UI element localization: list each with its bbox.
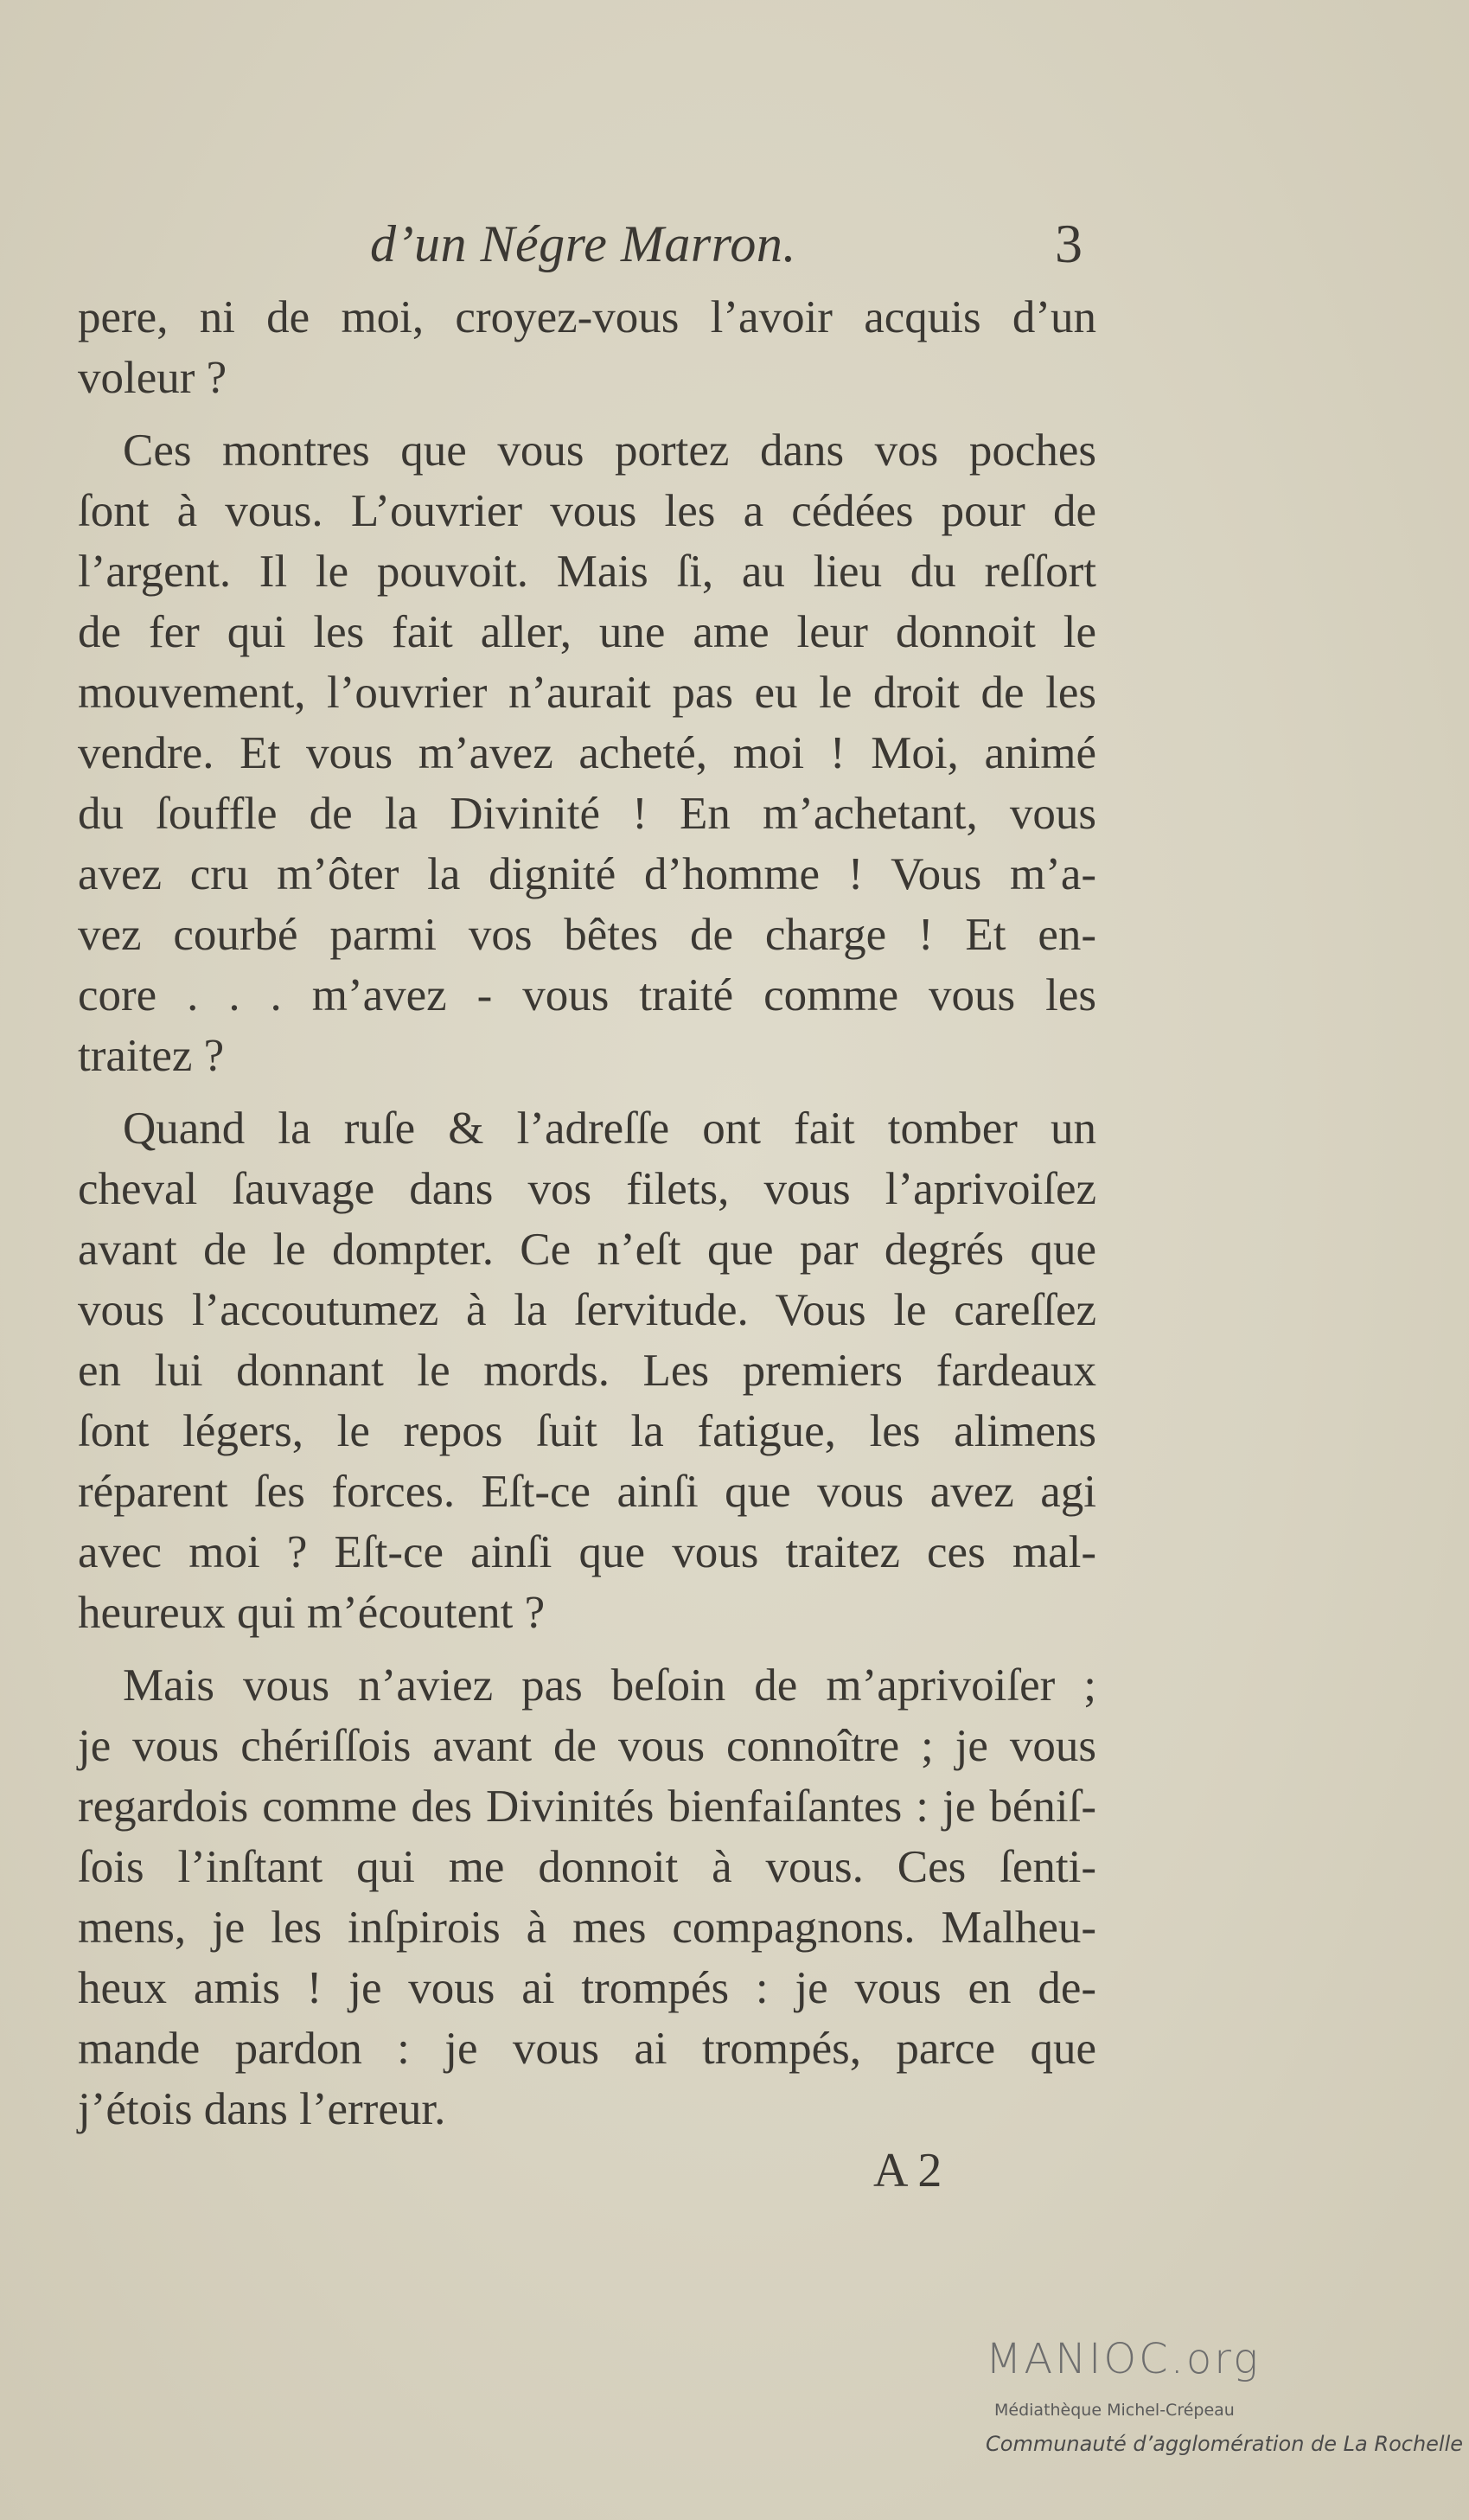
watermark	[986, 2335, 1464, 2491]
text-line: du ſouffle de la Divinité ! En m’achetant, vous	[78, 789, 1096, 839]
text-line: cheval ſauvage dans vos filets, vous l’aprivoiſez	[78, 1164, 1096, 1214]
text-line: je vous chériſſois avant de vous connoître ; je vous	[78, 1721, 1096, 1771]
manioc-logo: MANIOC.org	[986, 2335, 1261, 2383]
text-line: Mais vous n’aviez pas beſoin de m’aprivoiſer ;	[123, 1660, 1096, 1711]
text-line: avant de le dompter. Ce n’eſt que par degrés que	[78, 1225, 1096, 1275]
body-text	[78, 287, 1096, 2139]
text-line: en lui donnant le mords. Les premiers fardeaux	[78, 1346, 1096, 1396]
text-line: ſont à vous. L’ouvrier vous les a cédées pour de	[78, 486, 1096, 536]
text-line: vez courbé parmi vos bêtes de charge ! Et en-	[78, 910, 1096, 960]
text-line: réparent ſes forces. Eſt-ce ainſi que vous avez agi	[78, 1467, 1096, 1517]
text-line: j’étois dans l’erreur.	[78, 2084, 446, 2134]
text-line: mens, je les inſpirois à mes compagnons. Malheu-	[78, 1903, 1096, 1953]
text-line: l’argent. Il le pouvoit. Mais ſi, au lieu du reſſort	[78, 547, 1096, 597]
text-line: vous l’accoutumez à la ſervitude. Vous le careſſez	[78, 1285, 1096, 1335]
text-line: heureux qui m’écoutent ?	[78, 1588, 546, 1638]
text-line: Quand la ruſe & l’adreſſe ont fait tomber un	[123, 1103, 1096, 1154]
text-line: pere, ni de moi, croyez-vous l’avoir acquis d’un	[78, 292, 1096, 342]
text-line: avec moi ? Eſt-ce ainſi que vous traitez ces mal-	[78, 1527, 1096, 1577]
text-line: core . . . m’avez - vous traité comme vous les	[78, 970, 1096, 1020]
text-line: vendre. Et vous m’avez acheté, moi ! Moi, animé	[78, 728, 1096, 778]
text-line: de fer qui les fait aller, une ame leur donnoit le	[78, 607, 1096, 657]
text-line: voleur ?	[78, 353, 227, 403]
watermark-library: Médiathèque Michel-Crépeau	[994, 2401, 1235, 2420]
watermark-community: Communauté d’agglomération de La Rochelle	[986, 2432, 1464, 2456]
text-line: Ces montres que vous portez dans vos poches	[123, 425, 1096, 476]
running-title: d’un Négre Marron.	[370, 215, 796, 272]
text-line: avez cru m’ôter la dignité d’homme ! Vous m’a-	[78, 849, 1096, 899]
text-line: ſois l’inſtant qui me donnoit à vous. Ces ſenti-	[78, 1842, 1096, 1892]
signature-mark: A 2	[873, 2144, 942, 2197]
text-line: traitez ?	[78, 1031, 225, 1081]
text-line: heux amis ! je vous ai trompés : je vous en de-	[78, 1963, 1096, 2013]
page-number: 3	[1055, 213, 1083, 274]
running-head	[0, 209, 1469, 278]
text-line: ſont légers, le repos ſuit la fatigue, les alimens	[78, 1406, 1096, 1456]
text-line: regardois comme des Divinités bienfaiſantes : je béniſ-	[78, 1781, 1096, 1832]
text-line: mouvement, l’ouvrier n’aurait pas eu le droit de les	[78, 668, 1096, 718]
text-line: mande pardon : je vous ai trompés, parce que	[78, 2024, 1096, 2074]
